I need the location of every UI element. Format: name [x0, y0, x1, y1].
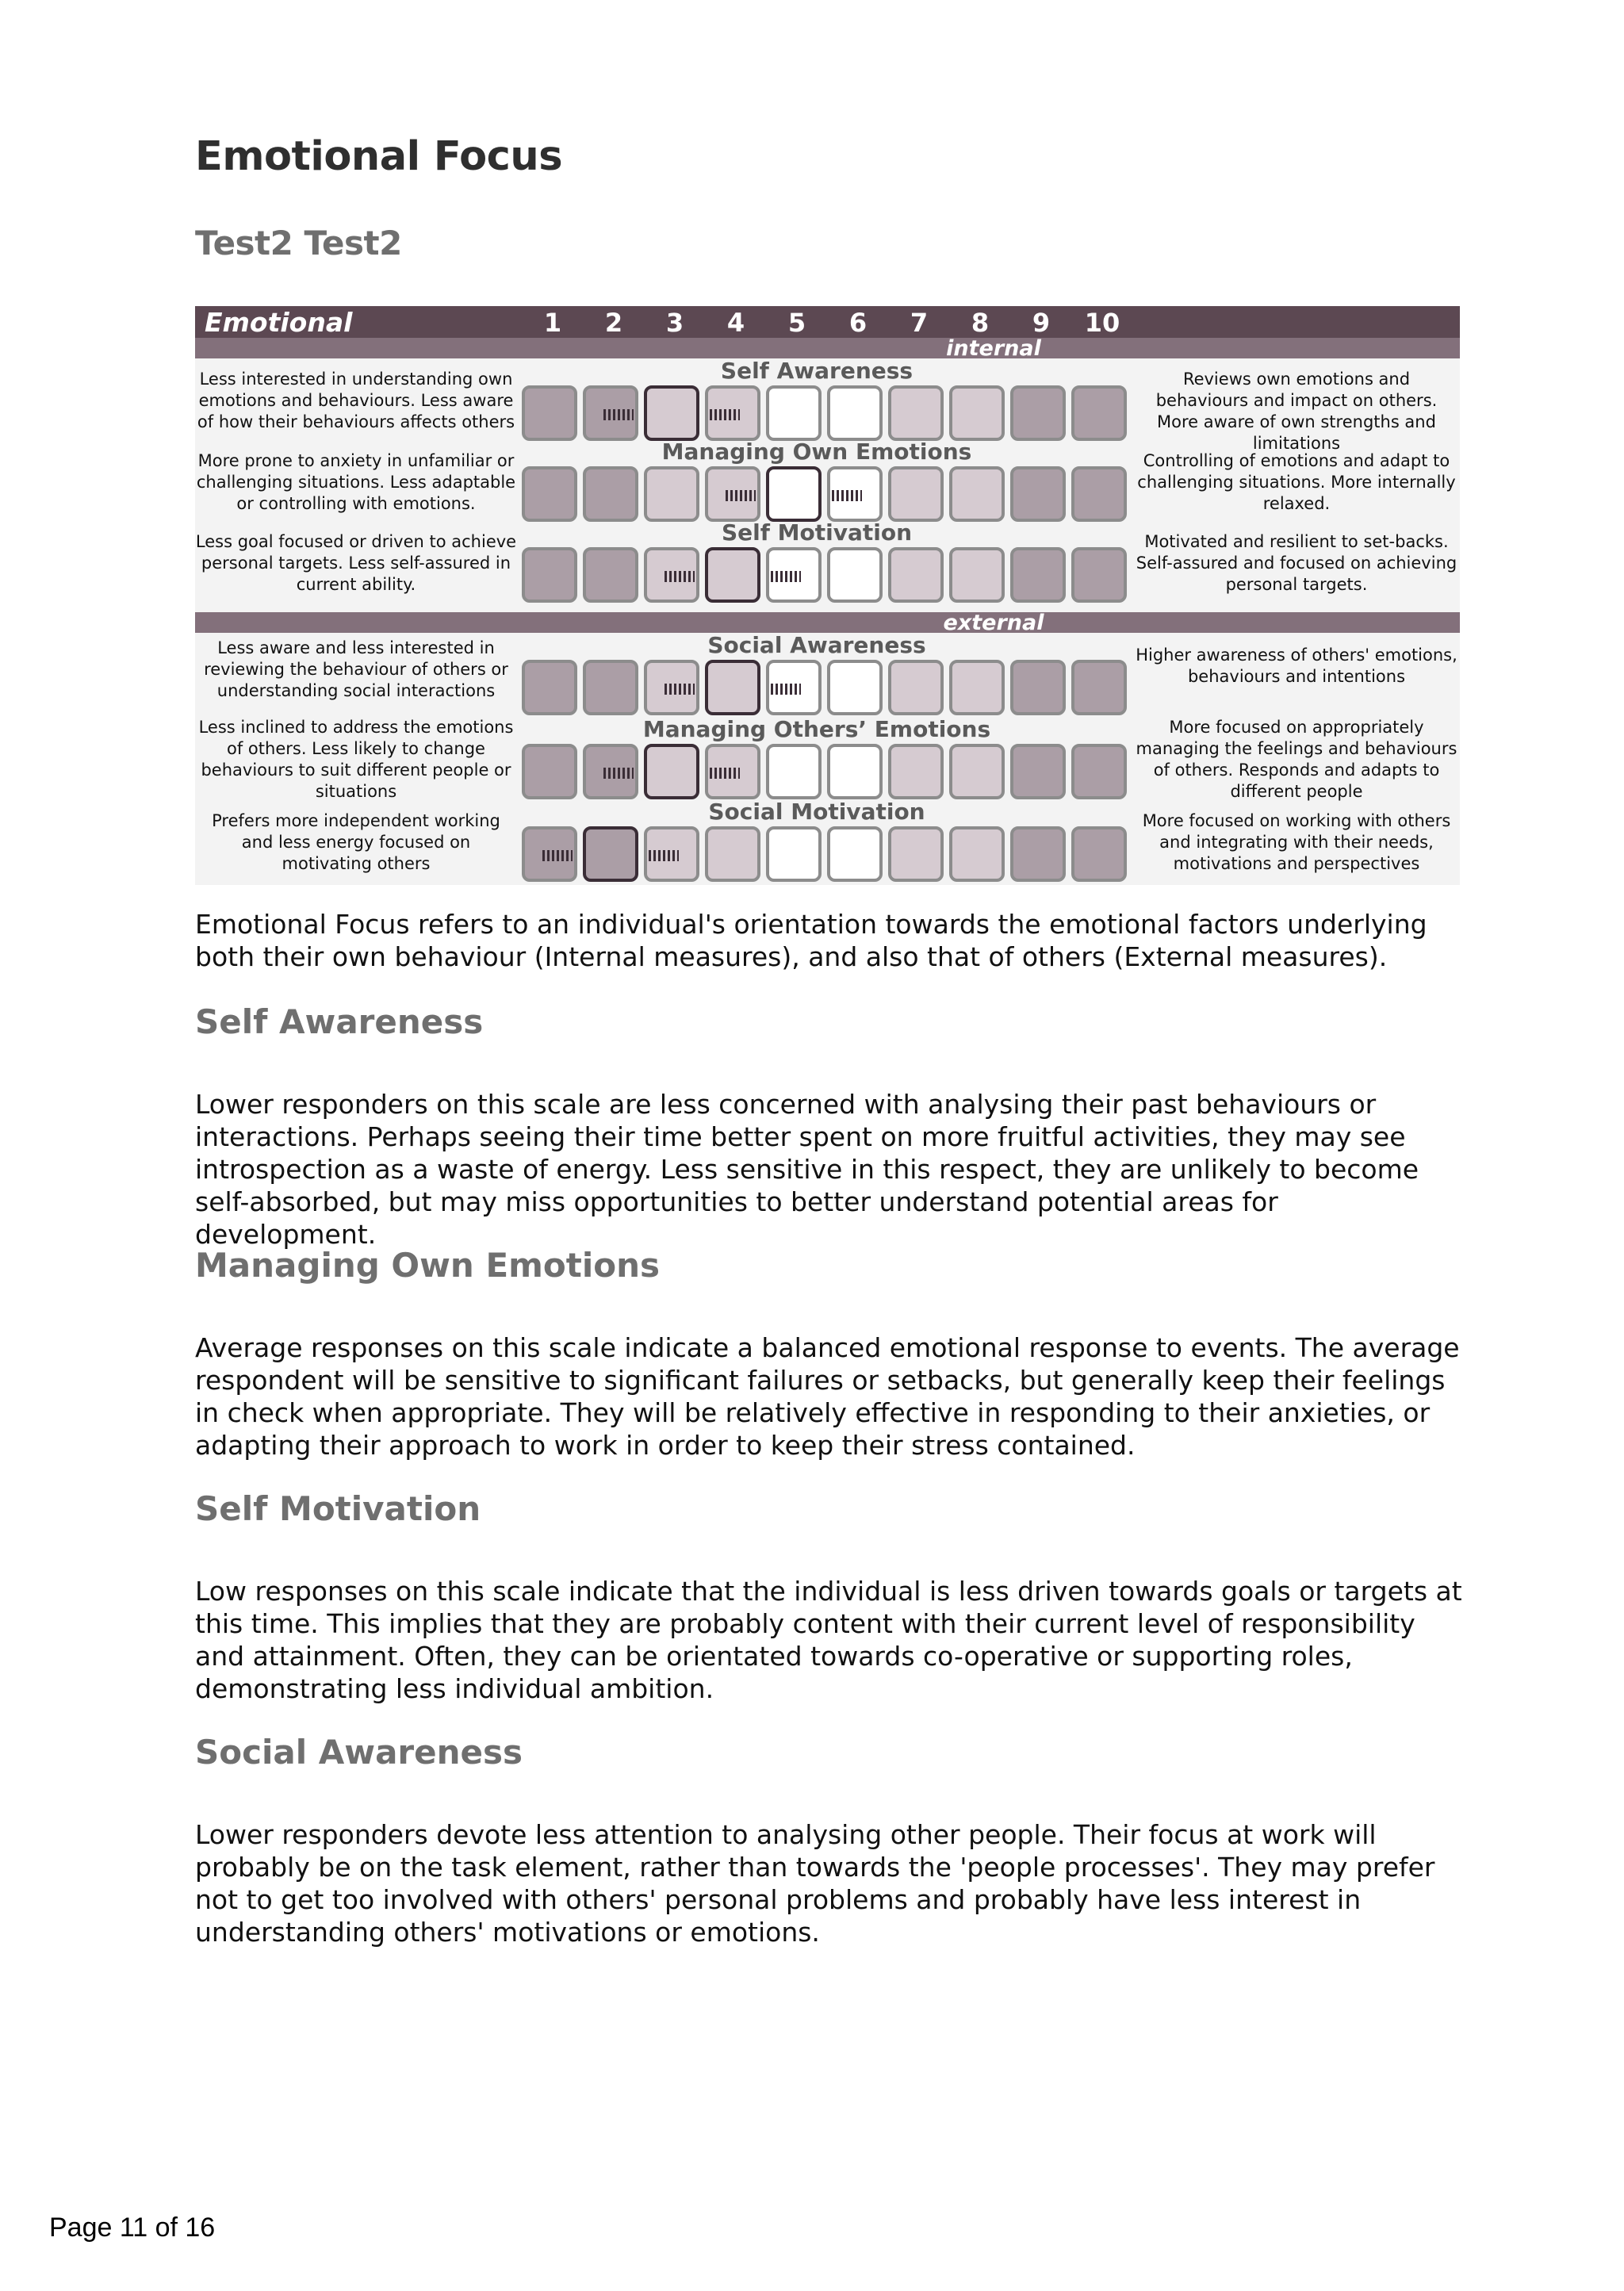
- scale-row: [195, 633, 1460, 714]
- score-box: [1071, 744, 1127, 799]
- score-box: [644, 660, 699, 715]
- score-box: [644, 826, 699, 882]
- scale-row: [195, 520, 1460, 601]
- high-description: Higher awareness of others' emotions, behaviours and intentions: [1136, 646, 1457, 686]
- score-boxes: [522, 826, 1136, 882]
- score-box: [949, 466, 1005, 522]
- high-description: More focused on working with others and integrating with their needs, motivations and perspectives: [1142, 811, 1451, 873]
- section-paragraph: Average responses on this scale indicate a balanced emotional response to events. The average respondent will be sensitive to significant failures or setbacks, but generally keep their feelings in check when appropriate. They will be relatively effective in responding to their anxieties, or adapting their approach to work in order to keep their stress contained.: [195, 1332, 1460, 1461]
- low-description: Prefers more independent working and less energy focused on motivating others: [212, 811, 500, 873]
- scale-number: 8: [971, 308, 990, 338]
- score-boxes: [522, 744, 1136, 799]
- score-box: [1010, 744, 1066, 799]
- score-box: [888, 385, 944, 441]
- score-box: [888, 744, 944, 799]
- score-box: [888, 826, 944, 882]
- score-box: [827, 826, 883, 882]
- score-box: [1010, 385, 1066, 441]
- section-label: internal: [946, 336, 1041, 361]
- scale-number: 3: [665, 308, 684, 338]
- scale-number: 10: [1084, 308, 1120, 338]
- scale-title: Managing Own Emotions: [661, 439, 972, 465]
- score-box-selected: [583, 826, 638, 882]
- score-box: [949, 660, 1005, 715]
- score-box: [644, 466, 699, 522]
- low-description: Less goal focused or driven to achieve personal targets. Less self-assured in current ability.: [195, 532, 517, 594]
- high-description: Reviews own emotions and behaviours and impact on others. More aware of own strengths and limitations: [1155, 370, 1438, 453]
- scale-number: 7: [910, 308, 929, 338]
- scale-number: 1: [543, 308, 562, 338]
- score-box: [766, 547, 822, 603]
- score-box: [583, 660, 638, 715]
- emotional-profile-chart: [195, 306, 1460, 885]
- section-heading: Social Awareness: [195, 1733, 523, 1772]
- chart-title: Emotional: [205, 307, 353, 338]
- scale-number: 4: [726, 308, 745, 338]
- score-box-selected: [705, 660, 760, 715]
- scale-title: Managing Others’ Emotions: [642, 716, 991, 742]
- score-boxes: [522, 385, 1136, 441]
- scale-number: 5: [787, 308, 806, 338]
- score-box: [949, 744, 1005, 799]
- high-description: Controlling of emotions and adapt to challenging situations. More internally relaxed.: [1137, 451, 1456, 513]
- score-box: [705, 385, 760, 441]
- score-box: [583, 744, 638, 799]
- scale-title: Self Motivation: [721, 519, 913, 546]
- score-box: [827, 744, 883, 799]
- scale-title: Social Awareness: [707, 632, 926, 658]
- scale-row: [195, 439, 1460, 520]
- section-heading: Managing Own Emotions: [195, 1246, 660, 1285]
- score-boxes: [522, 466, 1136, 522]
- low-description: More prone to anxiety in unfamiliar or challenging situations. Less adaptable or controlling with emotions.: [196, 451, 516, 513]
- section-bar-external: [195, 612, 1460, 633]
- score-box: [827, 385, 883, 441]
- scale-row: [195, 799, 1460, 880]
- score-box: [1071, 826, 1127, 882]
- section-paragraph: Lower responders devote less attention to analysing other people. Their focus at work will probably be on the task element, rather than towards the 'people processes'. They may prefer not to get too involved with others' personal problems and probably have less interest in understanding others' motivations or emotions.: [195, 1819, 1435, 1948]
- score-box: [766, 826, 822, 882]
- candidate-name: Test2 Test2: [195, 224, 402, 262]
- score-box: [522, 466, 577, 522]
- low-description: Less interested in understanding own emotions and behaviours. Less aware of how their behaviours affects others: [197, 370, 515, 431]
- scale-title: Social Motivation: [708, 799, 925, 825]
- scale-number: 2: [604, 308, 623, 338]
- score-box-selected: [644, 744, 699, 799]
- score-box: [1010, 660, 1066, 715]
- score-box: [705, 466, 760, 522]
- score-box: [949, 547, 1005, 603]
- score-box: [1010, 826, 1066, 882]
- scale-title: Self Awareness: [720, 358, 914, 384]
- score-box: [522, 744, 577, 799]
- score-box: [888, 660, 944, 715]
- score-box: [1071, 466, 1127, 522]
- score-box: [766, 660, 822, 715]
- score-box: [1010, 547, 1066, 603]
- low-description: Less inclined to address the emotions of others. Less likely to change behaviours to suit different people or situations: [198, 718, 514, 801]
- score-box: [1010, 466, 1066, 522]
- scale-number: 9: [1032, 308, 1051, 338]
- intro-paragraph: Emotional Focus refers to an individual's orientation towards the emotional factors underlying both their own behaviour (Internal measures), and also that of others (External measures).: [195, 909, 1427, 972]
- score-box: [1071, 660, 1127, 715]
- score-box: [705, 826, 760, 882]
- score-box: [522, 547, 577, 603]
- score-box-selected: [705, 547, 760, 603]
- score-box: [583, 547, 638, 603]
- score-boxes: [522, 547, 1136, 603]
- score-box: [522, 826, 577, 882]
- section-bar-internal: [195, 336, 1460, 361]
- scale-row: [195, 716, 1460, 801]
- section-heading: Self Motivation: [195, 1489, 481, 1528]
- score-box: [888, 466, 944, 522]
- section-label: external: [943, 611, 1044, 635]
- score-box: [583, 466, 638, 522]
- section-paragraph: Lower responders on this scale are less concerned with analysing their past behaviours or interactions. Perhaps seeing their time better spent on more fruitful activities, they may see introspection as a waste of energy. Less sensitive in this respect, they are unlikely to become self-absorbed, but may miss opportunities to better understand potential areas for development.: [195, 1089, 1419, 1250]
- score-box: [827, 660, 883, 715]
- score-box: [766, 744, 822, 799]
- score-box: [949, 385, 1005, 441]
- score-box: [522, 385, 577, 441]
- score-box-selected: [644, 385, 699, 441]
- score-box: [888, 547, 944, 603]
- score-boxes: [522, 660, 1136, 715]
- high-description: More focused on appropriately managing the feelings and behaviours of others. Responds and adapts to different people: [1136, 718, 1457, 801]
- score-box: [583, 385, 638, 441]
- score-box-selected: [766, 466, 822, 522]
- score-box: [522, 660, 577, 715]
- score-box: [949, 826, 1005, 882]
- score-box: [827, 466, 883, 522]
- score-box: [827, 547, 883, 603]
- page-title: Emotional Focus: [195, 133, 563, 180]
- score-box: [1071, 385, 1127, 441]
- section-paragraph: Low responses on this scale indicate that the individual is less driven towards goals or targets at this time. This implies that they are probably content with their current level of responsibility and attainment. Often, they can be orientated towards co-operative or supporting roles, demonstrating less individual ambition.: [195, 1576, 1462, 1704]
- score-box: [1071, 547, 1127, 603]
- score-box: [644, 547, 699, 603]
- high-description: Motivated and resilient to set-backs. Self-assured and focused on achieving personal targets.: [1136, 532, 1457, 594]
- score-box: [705, 744, 760, 799]
- low-description: Less aware and less interested in reviewing the behaviour of others or understanding social interactions: [204, 638, 508, 700]
- section-heading: Self Awareness: [195, 1002, 484, 1041]
- chart-header-bar: [195, 306, 1460, 338]
- page-number: Page 11 of 16: [49, 2212, 216, 2243]
- score-box: [766, 385, 822, 441]
- scale-number: 6: [848, 308, 868, 338]
